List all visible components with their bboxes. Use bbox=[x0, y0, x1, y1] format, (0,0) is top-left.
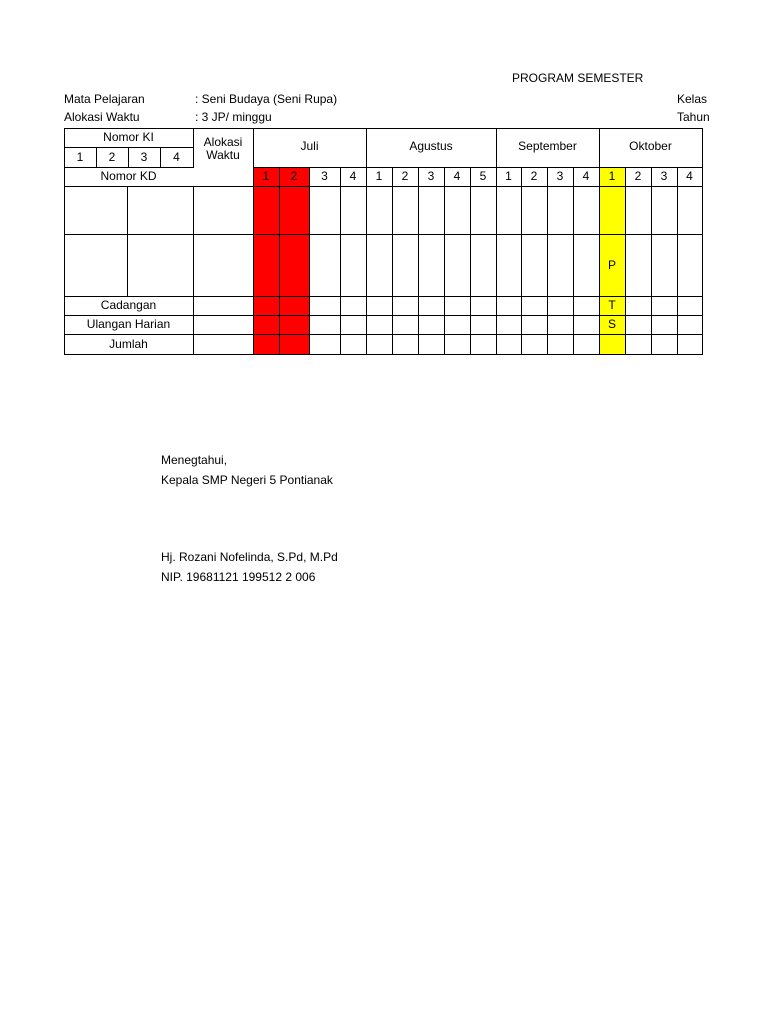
program-semester-table bbox=[0, 0, 768, 400]
month-september: September bbox=[518, 139, 577, 153]
week-oktober-4: 4 bbox=[686, 169, 693, 183]
grid-line bbox=[193, 128, 194, 168]
grid-line bbox=[521, 167, 522, 355]
grid-line bbox=[193, 186, 194, 355]
month-oktober: Oktober bbox=[629, 139, 672, 153]
mata-pelajaran-value: : Seni Budaya (Seni Rupa) bbox=[195, 92, 338, 106]
grid-line bbox=[64, 334, 703, 335]
week-juli-2: 2 bbox=[290, 169, 298, 183]
grid-line bbox=[160, 147, 161, 168]
nomor-ki-header: Nomor KI bbox=[103, 130, 154, 144]
row-label-jumlah: Jumlah bbox=[109, 336, 148, 351]
week-oktober-1: 1 bbox=[608, 169, 616, 183]
grid-line bbox=[127, 186, 128, 297]
grid-line bbox=[64, 186, 703, 187]
grid-line bbox=[573, 167, 574, 355]
pts-letter-s: S bbox=[607, 317, 616, 331]
signature-nip: NIP. 19681121 199512 2 006 bbox=[161, 570, 316, 584]
grid-line bbox=[677, 167, 678, 355]
page-title: PROGRAM SEMESTER bbox=[512, 71, 644, 85]
grid-line bbox=[64, 354, 703, 355]
week-agustus-2: 2 bbox=[401, 169, 409, 183]
grid-line bbox=[651, 167, 652, 355]
week-juli-1: 1 bbox=[262, 169, 270, 183]
grid-line bbox=[366, 128, 367, 355]
grid-line bbox=[64, 296, 703, 297]
pts-letter-t: T bbox=[608, 298, 616, 312]
grid-line bbox=[64, 167, 194, 168]
week-september-2: 2 bbox=[530, 169, 538, 183]
grid-line bbox=[392, 167, 393, 355]
signature-position: Kepala SMP Negeri 5 Pontianak bbox=[161, 473, 333, 487]
week-september-4: 4 bbox=[582, 169, 590, 183]
ki-number-4: 4 bbox=[173, 149, 180, 164]
juli-week2-highlight bbox=[279, 167, 309, 354]
grid-line bbox=[64, 128, 703, 129]
grid-line bbox=[496, 128, 497, 355]
alokasi-waktu-header: Alokasi Waktu bbox=[203, 134, 243, 162]
grid-line bbox=[64, 128, 65, 355]
alokasi-waktu-label: Alokasi Waktu bbox=[64, 110, 140, 124]
grid-line bbox=[64, 315, 703, 316]
week-oktober-3: 3 bbox=[660, 169, 668, 183]
grid-line bbox=[128, 147, 129, 168]
month-agustus: Agustus bbox=[409, 139, 453, 153]
ki-number-1: 1 bbox=[76, 149, 84, 164]
signature-greeting: Menegtahui, bbox=[161, 453, 228, 467]
grid-line bbox=[96, 147, 97, 168]
tahun-label: Tahun bbox=[677, 110, 710, 124]
grid-line bbox=[702, 128, 703, 355]
ki-number-2: 2 bbox=[108, 149, 116, 164]
week-agustus-5: 5 bbox=[479, 169, 487, 183]
row-label-ulangan-harian: Ulangan Harian bbox=[86, 317, 171, 331]
grid-line bbox=[599, 128, 600, 355]
grid-line bbox=[279, 167, 280, 355]
week-september-3: 3 bbox=[556, 169, 564, 183]
nomor-kd-header: Nomor KD bbox=[100, 169, 157, 183]
juli-week1-highlight bbox=[253, 167, 279, 354]
grid-line bbox=[253, 167, 703, 168]
signature-name: Hj. Rozani Nofelinda, S.Pd, M.Pd bbox=[161, 550, 338, 564]
week-juli-3: 3 bbox=[321, 169, 328, 183]
grid-line bbox=[547, 167, 548, 355]
grid-line bbox=[64, 234, 703, 235]
grid-line bbox=[309, 167, 310, 355]
week-agustus-3: 3 bbox=[427, 169, 435, 183]
week-juli-4: 4 bbox=[349, 169, 357, 183]
grid-line bbox=[444, 167, 445, 355]
ki-number-3: 3 bbox=[140, 149, 148, 164]
grid-line bbox=[340, 167, 341, 355]
week-september-1: 1 bbox=[505, 169, 512, 183]
grid-line bbox=[64, 147, 194, 148]
grid-line bbox=[253, 128, 254, 355]
pts-letter-p: P bbox=[607, 257, 616, 272]
grid-line bbox=[418, 167, 419, 355]
row-label-cadangan: Cadangan bbox=[100, 298, 157, 312]
grid-line bbox=[625, 167, 626, 355]
grid-line bbox=[470, 167, 471, 355]
week-agustus-4: 4 bbox=[453, 169, 461, 183]
mata-pelajaran-label: Mata Pelajaran bbox=[64, 92, 145, 106]
kelas-label: Kelas bbox=[677, 92, 708, 106]
alokasi-waktu-value: : 3 JP/ minggu bbox=[195, 110, 272, 124]
week-oktober-2: 2 bbox=[634, 169, 642, 183]
month-juli: Juli bbox=[300, 139, 319, 153]
week-agustus-1: 1 bbox=[375, 169, 383, 183]
